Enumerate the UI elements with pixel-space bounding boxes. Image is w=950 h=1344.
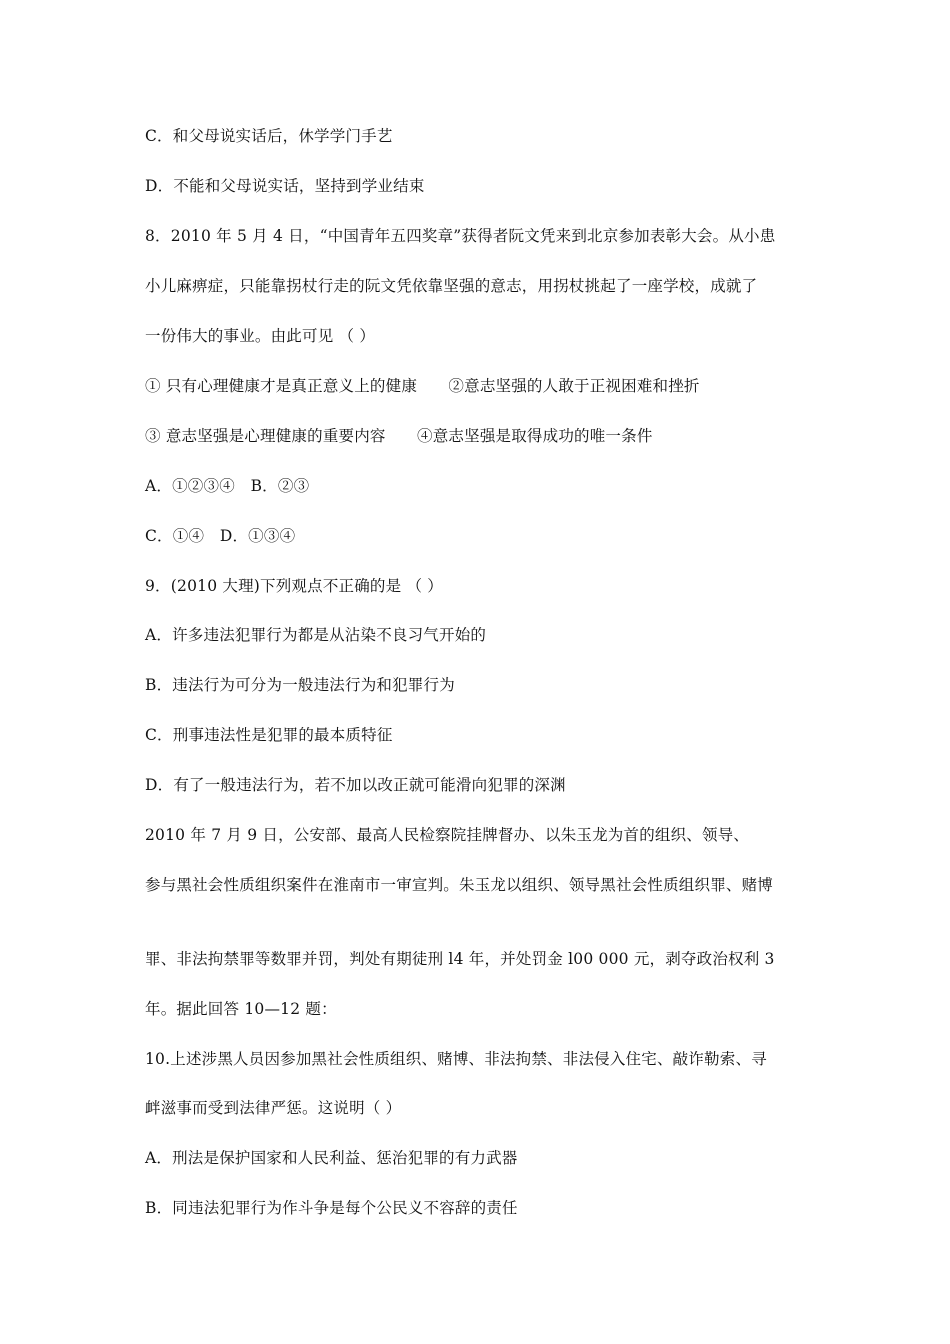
question-10-line-1: 10.上述涉黑人员因参加黑社会性质组织、赌博、非法拘禁、非法侵入住宅、敲诈勒索、寻 — [145, 1050, 767, 1068]
option-b-q9: B．违法行为可分为一般违法行为和犯罪行为 — [145, 676, 455, 694]
passage-line-4: 年。据此回答 10—12 题： — [145, 1000, 337, 1018]
question-8-line-1: 8．2010 年 5 月 4 日，“中国青年五四奖章”获得者阮文凭来到北京参加表彰大会。从小患 — [145, 227, 776, 245]
question-8-line-2: 小儿麻痹症，只能靠拐杖行走的阮文凭依靠坚强的意志，用拐杖挑起了一座学校，成就了 — [145, 277, 758, 295]
question-10-line-2: 衅滋事而受到法律严惩。这说明（ ） — [145, 1099, 402, 1117]
statement-1-2: ① 只有心理健康才是真正意义上的健康 ②意志坚强的人敢于正视困难和挫折 — [145, 377, 700, 395]
options-c-d-q8: C．①④ D．①③④ — [145, 527, 296, 545]
option-d-q9: D．有了一般违法行为，若不加以改正就可能滑向犯罪的深渊 — [145, 776, 566, 794]
passage-line-1: 2010 年 7 月 9 日，公安部、最高人民检察院挂牌督办、以朱玉龙为首的组织、领导、 — [145, 826, 750, 844]
question-9: 9．(2010 大理)下列观点不正确的是 （ ） — [145, 577, 443, 595]
question-8-line-3: 一份伟大的事业。由此可见 （ ） — [145, 327, 376, 345]
option-a-q10: A．刑法是保护国家和人民利益、惩治犯罪的有力武器 — [145, 1149, 518, 1167]
passage-line-2: 参与黑社会性质组织案件在淮南市一审宣判。朱玉龙以组织、领导黑社会性质组织罪、赌博 — [145, 876, 774, 894]
option-a-q9: A．许多违法犯罪行为都是从沾染不良习气开始的 — [145, 626, 487, 644]
option-d-q7: D．不能和父母说实话，坚持到学业结束 — [145, 177, 425, 195]
option-c-q7: C．和父母说实话后，休学学门手艺 — [145, 127, 393, 145]
options-a-b-q8: A．①②③④ B．②③ — [145, 477, 310, 495]
passage-line-3: 罪、非法拘禁罪等数罪并罚，判处有期徒刑 l4 年，并处罚金 l00 000 元，剥夺政治权利 3 — [145, 950, 775, 968]
statement-3-4: ③ 意志坚强是心理健康的重要内容 ④意志坚强是取得成功的唯一条件 — [145, 427, 653, 445]
option-c-q9: C．刑事违法性是犯罪的最本质特征 — [145, 726, 393, 744]
option-b-q10: B．同违法犯罪行为作斗争是每个公民义不容辞的责任 — [145, 1199, 518, 1217]
